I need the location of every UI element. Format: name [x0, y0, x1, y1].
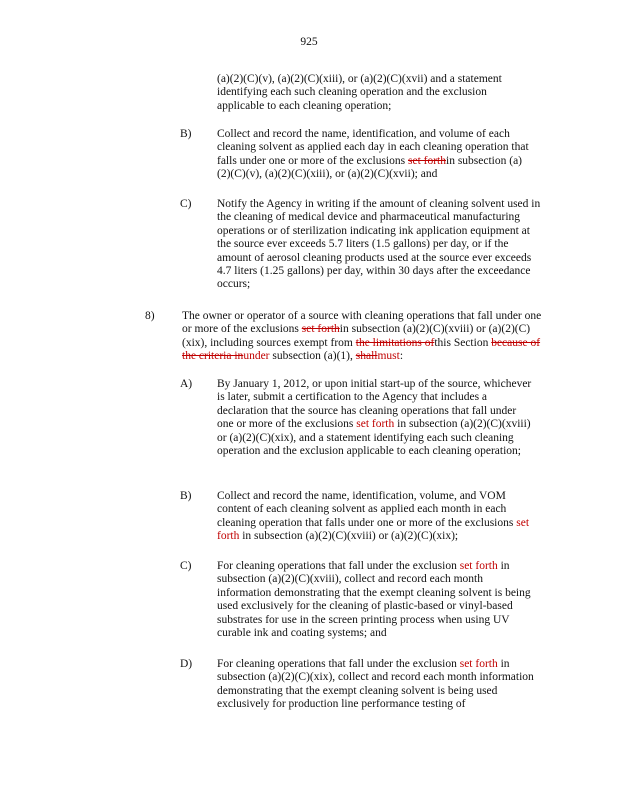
- item-label-7b: B): [180, 128, 192, 140]
- text-segment: Collect and record the name, identification, volume, and VOM content of each cleaning solvent as applied each month in each cleaning operation that falls under one or more of the exclusions: [217, 490, 517, 529]
- item-label-8a: A): [180, 378, 193, 390]
- item-label-8b: B): [180, 490, 192, 502]
- text-segment: in subsection (a)(2)(C)(xix), collect and record each month information demonstrating that the exempt cleaning solvent is being used exclusively for production line performance testing of: [217, 658, 534, 711]
- deleted-text: shall: [355, 350, 378, 363]
- inserted-text: set forth: [356, 418, 395, 431]
- paragraph-8b: [217, 490, 535, 544]
- paragraph-text: Notify the Agency in writing if the amount of cleaning solvent used in the cleaning of medical device and pharmaceutical manufacturing operations or of sterilization indicating ink application equipment at the source ever exceeds 5.7 liters (1.5 gallons) per day, or if the amount of aerosol cleaning products used at the source ever exceeds 4.7 liters (1.25 gallons) per day, within 30 days after the exceedance occurs;: [217, 198, 541, 291]
- paragraph-8a: [217, 378, 535, 458]
- text-segment: this Section: [434, 336, 492, 349]
- text-segment: in subsection (a)(2)(C)(xviii) or (a)(2)(C)(xix), including sources exempt from: [182, 323, 531, 349]
- text-segment: :: [399, 350, 404, 363]
- text-segment: subsection (a)(1),: [269, 350, 356, 363]
- paragraph-7c: [217, 198, 542, 292]
- text-segment: in subsection (a)(2)(C)(xviii) or (a)(2)(C)(xix), and a statement identifying each such cleaning operation and the exclusion applicable to each cleaning operation;: [217, 418, 531, 458]
- deleted-text: set forth: [407, 154, 446, 167]
- page-number: 925: [300, 36, 318, 48]
- paragraph-8c: [217, 560, 537, 640]
- inserted-text: set forth: [217, 516, 530, 543]
- item-label-8: 8): [145, 310, 155, 322]
- deleted-text: set forth: [301, 323, 340, 336]
- text-segment: Collect and record the name, identification, and volume of each cleaning solvent as applied each day in each cleaning operation that falls under one or more of the exclusions: [217, 128, 529, 167]
- paragraph-text: (a)(2)(C)(v), (a)(2)(C)(xiii), or (a)(2)(C)(xvii) and a statement identifying each such cleaning operation and the exclusion applicable to each cleaning operation;: [217, 73, 502, 112]
- text-segment: For cleaning operations that fall under the exclusion: [217, 658, 460, 670]
- text-segment: By January 1, 2012, or upon initial start-up of the source, whichever is later, submit a certification to the Agency that includes a declaration that the source has cleaning operations that fall under one or more of the exclusions: [217, 378, 532, 431]
- inserted-text: must: [377, 350, 400, 363]
- item-label-8c: C): [180, 560, 192, 572]
- inserted-text: under: [243, 350, 270, 363]
- inserted-text: set forth: [459, 560, 498, 572]
- paragraph-8: [182, 310, 546, 364]
- text-segment: in subsection (a)(2)(C)(v), (a)(2)(C)(xiii), or (a)(2)(C)(xvii); and: [217, 154, 523, 181]
- paragraph-8d: [217, 658, 537, 712]
- paragraph-7a-continuation: [217, 73, 535, 113]
- paragraph-7b: [217, 128, 531, 182]
- inserted-text: set forth: [459, 658, 498, 670]
- deleted-text: the limitations of: [355, 336, 435, 349]
- item-label-8d: D): [180, 658, 193, 670]
- text-segment: in subsection (a)(2)(C)(xviii), collect and record each month information demonstrating that the exempt cleaning solvent is being used exclusively for the cleaning of plastic-based or vinyl-based substrates for use in the screen printing process when using UV curable ink and coating systems; and: [217, 560, 531, 640]
- text-segment: For cleaning operations that fall under the exclusion: [217, 560, 460, 572]
- item-label-7c: C): [180, 198, 192, 210]
- text-segment: The owner or operator of a source with cleaning operations that fall under one or more of the exclusions: [182, 310, 542, 336]
- deleted-text: because of the criteria in: [182, 336, 541, 363]
- text-segment: in subsection (a)(2)(C)(xviii) or (a)(2)(C)(xix);: [239, 530, 459, 543]
